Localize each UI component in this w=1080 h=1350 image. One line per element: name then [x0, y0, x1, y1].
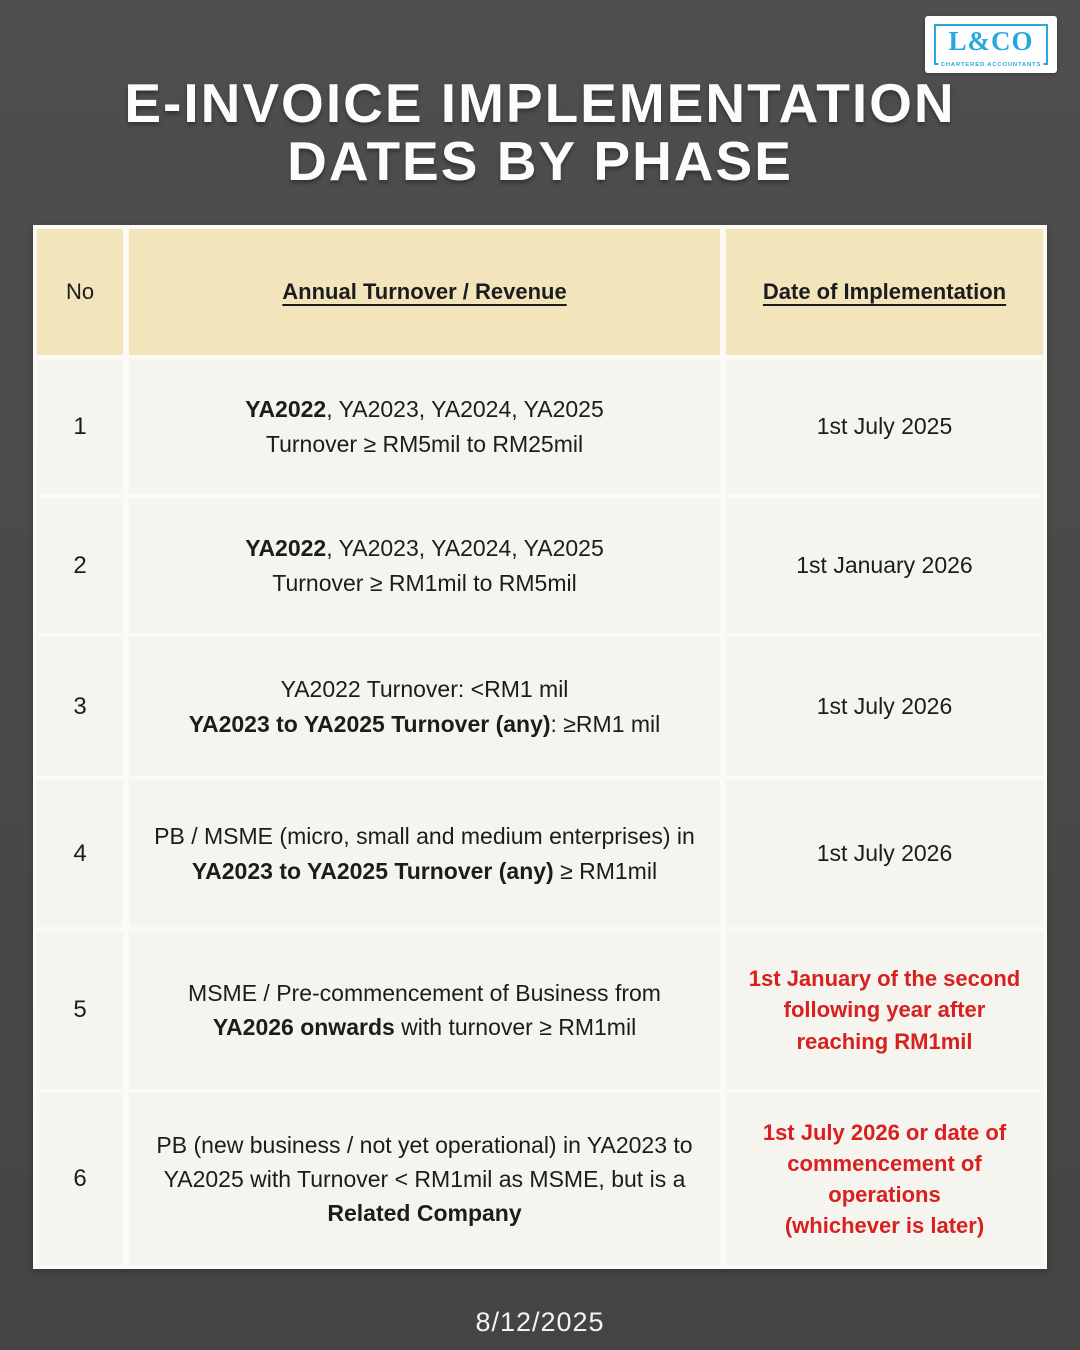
page-title-line2: DATES BY PHASE [287, 130, 793, 193]
table-row [37, 359, 1043, 494]
table-header-row [37, 229, 1043, 355]
turnover-cell [129, 498, 720, 633]
logo-subtitle: CHARTERED ACCOUNTANTS [938, 61, 1043, 67]
turnover-line: YA2025 with Turnover < RM1mil as MSME, but is a [163, 1165, 686, 1192]
row-number-cell: 5 [37, 931, 123, 1089]
turnover-line: Related Company [327, 1200, 522, 1227]
header-turnover: Annual Turnover / Revenue [129, 229, 720, 355]
row-number-cell: 1 [37, 359, 123, 494]
table-row [37, 780, 1043, 927]
turnover-line: MSME / Pre-commencement of Business from [188, 979, 661, 1006]
implementation-table [33, 225, 1047, 1269]
turnover-line: YA2026 onwards with turnover ≥ RM1mil [212, 1014, 637, 1040]
table-row [37, 931, 1043, 1089]
turnover-line: Turnover ≥ RM1mil to RM5mil [272, 569, 577, 596]
date-line: operations [828, 1182, 941, 1207]
date-line: 1st July 2026 [816, 840, 953, 867]
date-line: 1st January 2026 [796, 552, 973, 579]
turnover-cell [129, 931, 720, 1089]
date-line: 1st July 2026 [816, 693, 953, 720]
logo-text: L&CO [948, 26, 1034, 56]
table-row [37, 498, 1043, 633]
page-title [0, 74, 1080, 191]
footer-date: 8/12/2025 [475, 1307, 605, 1337]
turnover-line: PB / MSME (micro, small and medium enterprises) in [154, 823, 695, 850]
date-line: 1st July 2026 or date of [762, 1119, 1007, 1145]
header-date: Date of Implementation [726, 229, 1043, 355]
implementation-date-cell [726, 931, 1043, 1089]
turnover-line: YA2022, YA2023, YA2024, YA2025 [245, 396, 604, 423]
implementation-date-cell [726, 1093, 1043, 1265]
turnover-cell [129, 780, 720, 927]
page-title-line1: E-INVOICE IMPLEMENTATION [124, 72, 956, 134]
turnover-line: Turnover ≥ RM5mil to RM25mil [265, 430, 584, 457]
turnover-line: PB (new business / not yet operational) in YA2023 to [156, 1131, 693, 1158]
implementation-date-cell [726, 359, 1043, 494]
table-row [37, 1093, 1043, 1265]
turnover-line: YA2023 to YA2025 Turnover (any) ≥ RM1mil [191, 857, 658, 884]
row-number-cell: 4 [37, 780, 123, 927]
turnover-line: YA2022 Turnover: <RM1 mil [280, 676, 569, 703]
implementation-date-cell [726, 637, 1043, 776]
date-line: 1st July 2025 [816, 413, 953, 440]
table-row [37, 637, 1043, 776]
turnover-cell [129, 359, 720, 494]
turnover-cell [129, 1093, 720, 1265]
row-number-cell: 6 [37, 1093, 123, 1265]
company-logo [925, 16, 1057, 73]
header-no: No [37, 229, 123, 355]
row-number-cell: 2 [37, 498, 123, 633]
date-line: following year after [783, 997, 986, 1023]
implementation-date-cell [726, 780, 1043, 927]
date-line: 1st January of the second [748, 966, 1021, 992]
date-line: reaching RM1mil [796, 1028, 973, 1054]
turnover-line: YA2023 to YA2025 Turnover (any): ≥RM1 mil [188, 710, 661, 737]
implementation-date-cell [726, 498, 1043, 633]
turnover-line: YA2022, YA2023, YA2024, YA2025 [245, 535, 604, 562]
logo-frame [934, 24, 1048, 68]
date-line: (whichever is later) [784, 1213, 985, 1239]
turnover-cell [129, 637, 720, 776]
date-line: commencement of [787, 1150, 982, 1176]
row-number-cell: 3 [37, 637, 123, 776]
